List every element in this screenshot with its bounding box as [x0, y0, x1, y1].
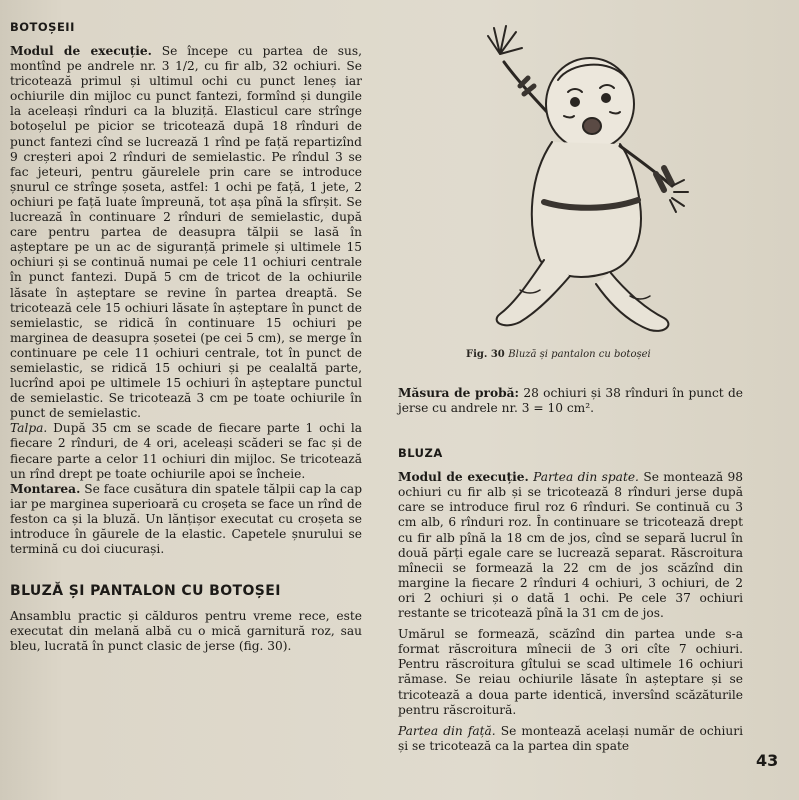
botosei-sole-paragraph	[10, 421, 362, 481]
botosei-execution-paragraph	[10, 44, 362, 421]
botosei-execution-label: Modul de execuție.	[10, 44, 152, 58]
bluza-shoulder-paragraph: Umărul se formează, scăzînd din partea unde s-a format răscroitura mînecii de 3 ori cîte 7 ochiuri. Pentru răscroitura gîtului se scad ultimele 16 ochiuri rămase. Se reiau ochiurile lăsate în așteptare și se tricotează a doua parte identică, inversînd scăzăturile pentru răscroitură.	[398, 627, 743, 717]
botosei-execution-text: Se începe cu partea de sus, montînd pe andrele nr. 3 1/2, cu fir alb, 32 ochiuri. Se tricotează primul și ultimul ochi cu punct leneș iar ochiurile din mijloc cu punct fantezi, formînd și dungile la aceleași rînduri ca la bluziță. Elasticul care strînge botoșelul pe picior se tricotează după 18 rînduri de punct fantezi cînd se lucrează 1 rînd pe față repartizînd 9 creșteri apoi 2 rînduri de semielastic. Pe rîndul 3 se fac jeteuri, pentru găurelele prin care se introduce șnurul ce strînge șoseta, astfel: 1 ochi pe față, 1 jete, 2 ochiuri pe față luate împreună, tot așa pînă la sfîrșit. Se lucrează în continuare 2 rînduri de semielastic, după care pentru partea de deasupra tălpii se lasă în așteptare pe un ac de siguranță primele și ultimele 15 ochiuri și se continuă numai pe cele 11 ochiuri centrale în punct fantezi. După 5 cm de tricot de la ochiurile lăsate în așteptare se revine în partea dreaptă. Se tricotează cele 15 ochiuri lăsate în așteptare în punct de semielastic, se ridică în continuare 15 ochiuri pe marginea de deasupra șosetei (pe cei 5 cm), se merge în continuare pe cele 11 ochiuri centrale, tot în punct de semielastic, se ridică 15 ochiuri și pe cealaltă parte, lucrînd apoi pe ultimele 15 ochiuri în așteptare punctul de semielastic. Se tricotează 3 cm pe toate ochiurile în punct de semielastic.	[10, 44, 362, 421]
heading-set: BLUZĂ ȘI PANTALON CU BOTOȘEI	[10, 583, 281, 600]
botosei-sole-text: După 35 cm se scade de fiecare parte 1 ochi la fiecare 2 rînduri, de 4 ori, aceleași scăderi se fac și de fiecare parte a celor 11 ochiuri din mijloc. Se tricotează un rînd drept pe toate ochiurile apoi se încheie.	[10, 421, 363, 481]
figure-caption	[466, 349, 706, 360]
baby-illustration	[460, 14, 690, 339]
botosei-assembly-paragraph	[10, 482, 362, 557]
figure-caption-label: Fig. 30	[466, 349, 505, 360]
heading-bluza: BLUZA	[398, 446, 443, 461]
set-intro-paragraph: Ansamblu practic și călduros pentru vreme rece, este executat din melană albă cu o mică garnitură roz, sau bleu, lucrată în punct clasic de jerse (fig. 30).	[10, 609, 362, 654]
left-column	[10, 20, 362, 654]
botosei-sole-label: Talpa.	[10, 421, 48, 436]
bluza-back-label: Partea din spate.	[533, 470, 639, 485]
figure-caption-text: Bluză și pantalon cu botoșei	[508, 349, 651, 360]
botosei-assembly-label: Montarea.	[10, 481, 81, 496]
bluza-front-label: Partea din față.	[398, 723, 496, 738]
bluza-execution-label: Modul de execuție.	[398, 470, 529, 485]
gauge-paragraph	[398, 386, 743, 416]
bluza-back-text: Se montează 98 ochiuri cu fir alb și se tricotează 8 rînduri jerse după care se introduce firul roz 6 rînduri. Se continuă cu 3 cm alb, 6 rînduri roz. În continuare se tricotează drept cu fir alb pînă la 18 cm de jos, cînd se separă lucrul în două părți egale care se lucrează separat. Răscroitura mînecii se formează la 22 cm de jos scăzînd din margine la fiecare 2 rînduri 4 ochiuri, 3 ochiuri, de 2 ori 2 ochiuri și o dată 1 ochi. Pe cele 37 ochiuri restante se tricotează pînă la 31 cm de jos.	[398, 470, 744, 621]
heading-botosei: BOTOȘEII	[10, 20, 75, 34]
right-column	[398, 386, 743, 754]
bluza-front-paragraph	[398, 724, 743, 754]
bluza-front-text: Se montează același număr de ochiuri și se tricotează ca la partea din spate	[398, 723, 743, 753]
gauge-text: 28 ochiuri și 38 rînduri în punct de jerse cu andrele nr. 3 = 10 cm².	[398, 386, 744, 416]
botosei-assembly-text: Se face cusătura din spatele tălpii cap la cap iar pe marginea superioară cu croșeta se face un rînd de feston ca și la bluză. Un lănțișor executat cu croșeta se introduce în găurele de la elastic. Capetele șnurului se termină cu doi ciucurași.	[10, 481, 362, 557]
gauge-label: Măsura de probă:	[398, 386, 520, 400]
page-number: 43	[756, 751, 779, 770]
bluza-back-paragraph	[398, 470, 743, 621]
